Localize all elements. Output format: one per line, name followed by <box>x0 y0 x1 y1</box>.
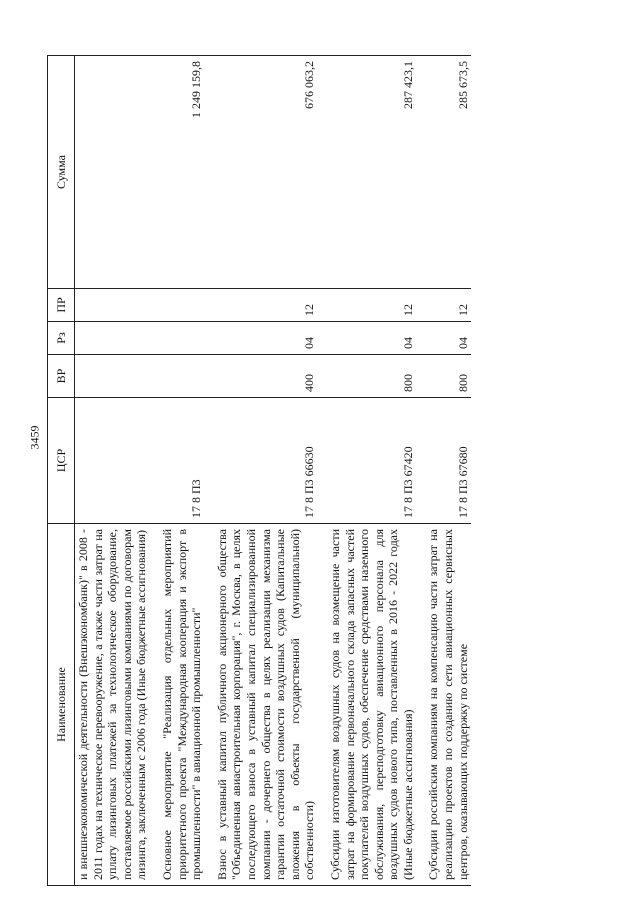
row-rz <box>159 322 205 355</box>
row-sum: 676 063,2 <box>214 56 318 289</box>
row-pr <box>159 289 205 322</box>
table-header-row <box>48 56 75 886</box>
row-rz <box>75 322 150 355</box>
row-spacer <box>318 56 327 886</box>
header-sum: Сумма <box>48 56 75 289</box>
row-sum <box>75 56 150 289</box>
table-row <box>425 56 471 886</box>
row-spacer <box>205 56 214 886</box>
row-name: Взнос в уставный капитал публичного акционерного общества "Объединенная авиастроительная корпорация", г. Москва, в целях последующего взноса в уставный капитал специализированной компании - дочернего общества в целях реализации механизма гарантии остаточной стоимости воздушных судов (Капитальные вложения в объекты государственной (муниципальной) собственности) <box>214 524 318 886</box>
row-vr <box>75 355 150 398</box>
row-sum: 1 249 159,8 <box>159 56 205 289</box>
table-row <box>75 56 150 886</box>
row-name: Основное мероприятие "Реализация отдельных мероприятий приоритетного проекта "Международная кооперация и экспорт в промышленности" в авиационной промышленности" <box>159 524 205 886</box>
row-vr: 400 <box>214 355 318 398</box>
table-row <box>159 56 205 886</box>
row-vr: 800 <box>327 355 417 398</box>
header-name: Наименование <box>48 524 75 886</box>
row-csr: 17 8 П3 67680 <box>425 398 471 524</box>
row-vr <box>159 355 205 398</box>
row-spacer <box>416 56 425 886</box>
header-pr: ПР <box>48 289 75 322</box>
row-csr: 17 8 П3 66630 <box>214 398 318 524</box>
row-pr: 12 <box>214 289 318 322</box>
row-pr <box>75 289 150 322</box>
row-name: и внешнеэкономической деятельности (Внешэкономбанк)" в 2008 - 2011 годах на техническое перевооружение, а также части затрат на уплату лизинговых платежей за технологическое оборудование, поставляемое российскими лизинговыми компаниями по договорам лизинга, заключенным с 2006 года (Иные бюджетные ассигнования) <box>75 524 150 886</box>
header-csr: ЦСР <box>48 398 75 524</box>
row-pr: 12 <box>327 289 417 322</box>
table-row <box>327 56 417 886</box>
row-rz: 04 <box>425 322 471 355</box>
row-csr: 17 8 П3 67420 <box>327 398 417 524</box>
row-name: Субсидии российским компаниям на компенсацию части затрат на реализацию проектов по созданию сети авиационных сервисных центров, оказывающих поддержку по системе <box>425 524 471 886</box>
header-rz: Рз <box>48 322 75 355</box>
row-vr: 800 <box>425 355 471 398</box>
table-row <box>214 56 318 886</box>
row-spacer <box>150 56 159 886</box>
row-sum: 287 423,1 <box>327 56 417 289</box>
budget-table <box>47 55 471 886</box>
header-vr: ВР <box>48 355 75 398</box>
row-name: Субсидии изготовителям воздушных судов на возмещение части затрат на формирование первоначального склада запасных частей покупателей воздушных судов, обеспечение средствами наземного обслуживания, переподготовку авиационного персонала для воздушных судов нового типа, поставленных в 2016 - 2022 годах (Иные бюджетные ассигнования) <box>327 524 417 886</box>
row-rz: 04 <box>327 322 417 355</box>
rotated-page-content <box>47 56 607 886</box>
row-sum: 285 673,5 <box>425 56 471 289</box>
page-number: 3459 <box>27 425 42 450</box>
row-rz: 04 <box>214 322 318 355</box>
row-pr: 12 <box>425 289 471 322</box>
row-csr: 17 8 П3 <box>159 398 205 524</box>
row-csr <box>75 398 150 524</box>
